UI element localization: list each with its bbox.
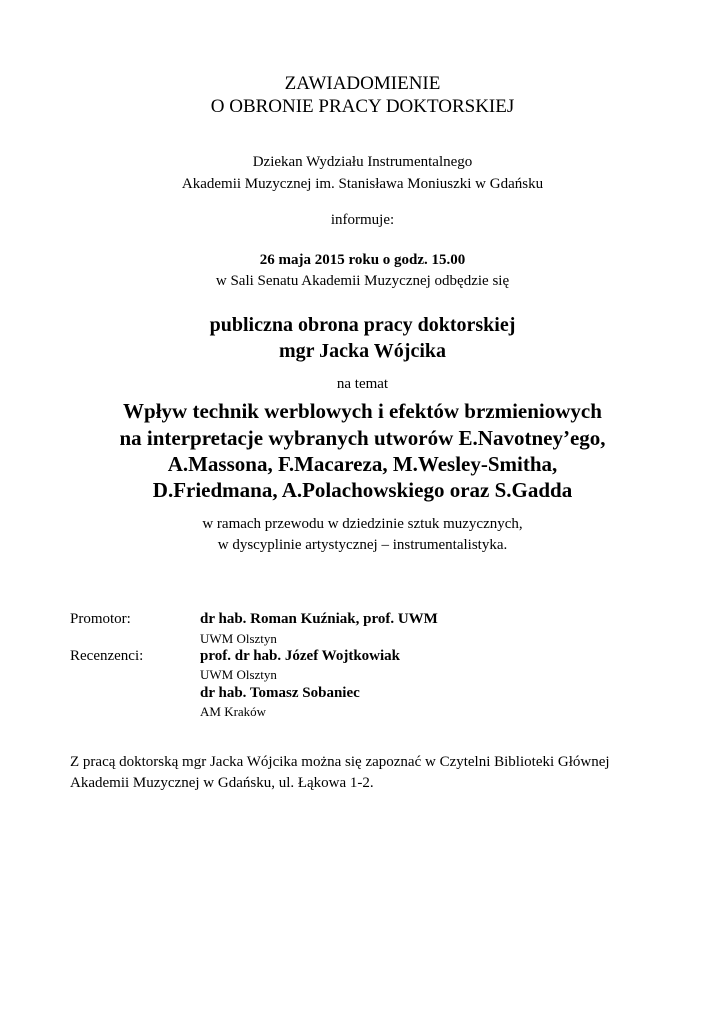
event-datetime: 26 maja 2015 roku o godz. 15.00 [259, 252, 466, 268]
defense-heading: publiczna obrona pracy doktorskiej [209, 314, 516, 336]
topic-line: D.Friedmana, A.Polachowskiego oraz S.Gadda [152, 478, 573, 502]
event-place: w Sali Senatu Akademii Muzycznej odbędzie się [215, 273, 510, 289]
issuer-line2: Akademii Muzycznej im. Stanisława Moniuszki w Gdańsku [181, 176, 544, 192]
reviewers-label: Recenzenci: [70, 648, 144, 664]
promotor-affiliation: UWM Olsztyn [200, 631, 277, 646]
reviewer-affiliation: UWM Olsztyn [200, 667, 277, 682]
topic-intro: na temat [336, 376, 389, 392]
issuer-line1: Dziekan Wydziału Instrumentalnego [252, 154, 473, 170]
document-title-line1: ZAWIADOMIENIE [284, 73, 441, 94]
informs-text: informuje: [330, 212, 395, 228]
context-line1: w ramach przewodu w dziedzinie sztuk muzycznych, [202, 516, 523, 532]
promotor-name: dr hab. Roman Kuźniak, prof. UWM [200, 611, 438, 627]
topic-line: Wpływ technik werblowych i efektów brzmieniowych [123, 399, 602, 423]
footer-line2: Akademii Muzycznej w Gdańsku, ul. Łąkowa 1-2. [70, 775, 374, 791]
footer-line1: Z pracą doktorską mgr Jacka Wójcika można się zapoznać w Czytelni Biblioteki Głównej [70, 754, 610, 770]
reviewer-name: prof. dr hab. Józef Wojtkowiak [200, 648, 401, 664]
promotor-label: Promotor: [70, 611, 131, 627]
context-line2: w dyscyplinie artystycznej – instrumentalistyka. [217, 537, 508, 553]
reviewer-affiliation: AM Kraków [200, 704, 267, 719]
topic-line: na interpretacje wybranych utworów E.Navotney’ego, [119, 426, 606, 450]
reviewer-name: dr hab. Tomasz Sobaniec [200, 685, 360, 701]
document-title-line2: O OBRONIE PRACY DOKTORSKIEJ [210, 96, 515, 117]
candidate-name: mgr Jacka Wójcika [278, 340, 447, 362]
topic-line: A.Massona, F.Macareza, M.Wesley-Smitha, [167, 452, 558, 476]
